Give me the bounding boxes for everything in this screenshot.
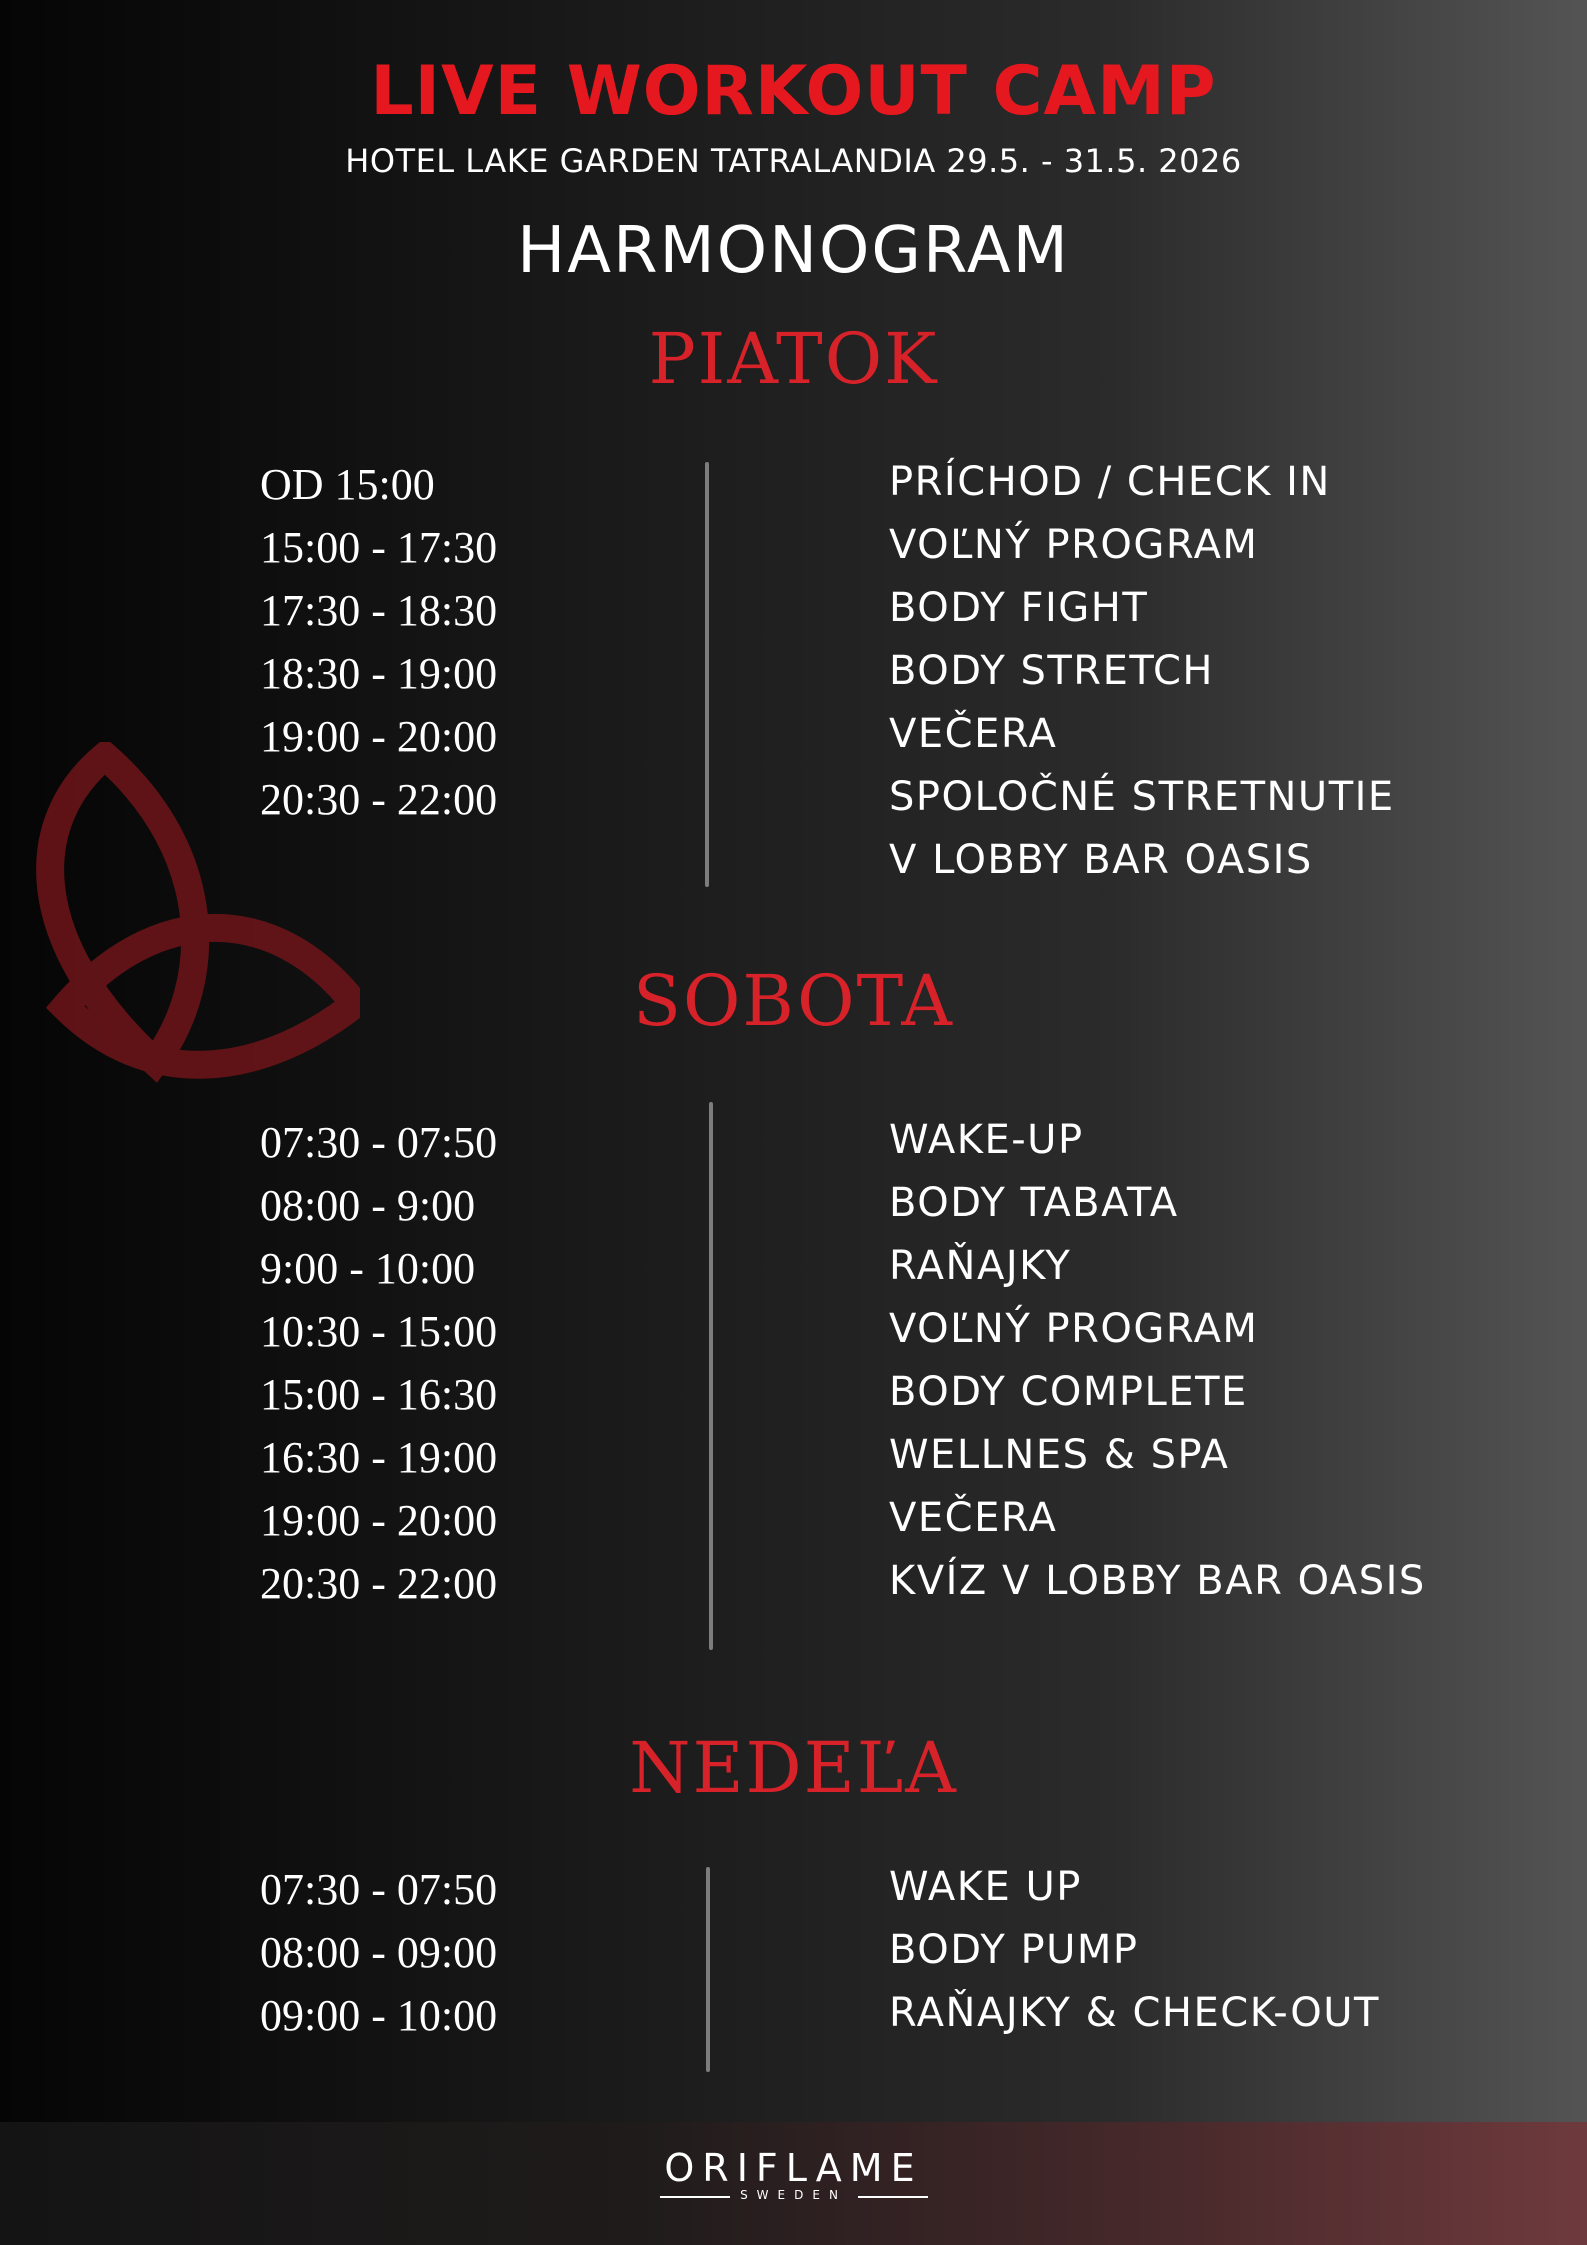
row-event: VOĽNÝ PROGRAM — [889, 522, 1259, 568]
schedule-row — [0, 1495, 1587, 1558]
row-event: PRÍCHOD / CHECK IN — [889, 459, 1331, 505]
schedule-row — [0, 1306, 1587, 1369]
schedule-row — [0, 522, 1587, 585]
schedule-row — [0, 774, 1587, 837]
row-time: 17:30 - 18:30 — [260, 586, 498, 635]
row-time: 10:30 - 15:00 — [260, 1307, 498, 1356]
row-event: VEČERA — [889, 711, 1058, 757]
row-event: WELLNES & SPA — [889, 1432, 1230, 1478]
row-time: 07:30 - 07:50 — [260, 1865, 498, 1914]
row-time: 07:30 - 07:50 — [260, 1118, 498, 1167]
row-event: BODY FIGHT — [889, 585, 1149, 631]
row-time: 15:00 - 16:30 — [260, 1370, 498, 1419]
row-time: 15:00 - 17:30 — [260, 523, 498, 572]
day-heading-saturday: SOBOTA — [633, 960, 954, 1042]
row-event: SPOLOČNÉ STRETNUTIE — [889, 774, 1395, 820]
schedule-row — [0, 648, 1587, 711]
schedule-row — [0, 1180, 1587, 1243]
row-event: WAKE UP — [889, 1864, 1082, 1910]
row-time: 9:00 - 10:00 — [260, 1244, 476, 1293]
day-heading-friday: PIATOK — [648, 318, 939, 400]
row-time: 09:00 - 10:00 — [260, 1991, 498, 2040]
day-heading-sunday: NEDEĽA — [629, 1727, 958, 1809]
row-event: RAŇAJKY & CHECK-OUT — [889, 1990, 1380, 2036]
schedule-row — [0, 711, 1587, 774]
row-time: 08:00 - 9:00 — [260, 1181, 476, 1230]
row-event: KVÍZ V LOBBY BAR OASIS — [889, 1558, 1426, 1604]
schedule-row — [0, 837, 1587, 900]
row-time: OD 15:00 — [260, 460, 435, 509]
row-event: BODY COMPLETE — [889, 1369, 1248, 1415]
row-event: BODY STRETCH — [889, 648, 1214, 694]
row-event: V LOBBY BAR OASIS — [889, 837, 1313, 883]
schedule-row — [0, 1558, 1587, 1621]
row-time: 19:00 - 20:00 — [260, 1496, 498, 1545]
row-event: WAKE-UP — [889, 1117, 1084, 1163]
schedule-row — [0, 1864, 1587, 1927]
oriflame-logo-text: ORIFLAME — [664, 2146, 923, 2190]
row-time: 08:00 - 09:00 — [260, 1928, 498, 1977]
row-event: RAŇAJKY — [889, 1243, 1072, 1289]
schedule-row — [0, 459, 1587, 522]
row-time: 18:30 - 19:00 — [260, 649, 498, 698]
row-event: VOĽNÝ PROGRAM — [889, 1306, 1259, 1352]
schedule-row — [0, 1990, 1587, 2053]
schedule-row — [0, 1927, 1587, 1990]
row-time: 16:30 - 19:00 — [260, 1433, 498, 1482]
row-event: VEČERA — [889, 1495, 1058, 1541]
row-time: 19:00 - 20:00 — [260, 712, 498, 761]
schedule-row — [0, 1117, 1587, 1180]
row-event: BODY TABATA — [889, 1180, 1179, 1226]
schedule-heading: HARMONOGRAM — [517, 214, 1070, 288]
event-title: LIVE WORKOUT CAMP — [370, 52, 1217, 131]
row-event: BODY PUMP — [889, 1927, 1139, 1973]
schedule-row — [0, 585, 1587, 648]
row-time: 20:30 - 22:00 — [260, 775, 498, 824]
oriflame-logo-subtext: SWEDEN — [740, 2188, 847, 2202]
event-venue-dates: HOTEL LAKE GARDEN TATRALANDIA 29.5. - 31.5. 2026 — [345, 142, 1242, 180]
schedule-row — [0, 1369, 1587, 1432]
schedule-row — [0, 1432, 1587, 1495]
row-time: 20:30 - 22:00 — [260, 1559, 498, 1608]
schedule-row — [0, 1243, 1587, 1306]
